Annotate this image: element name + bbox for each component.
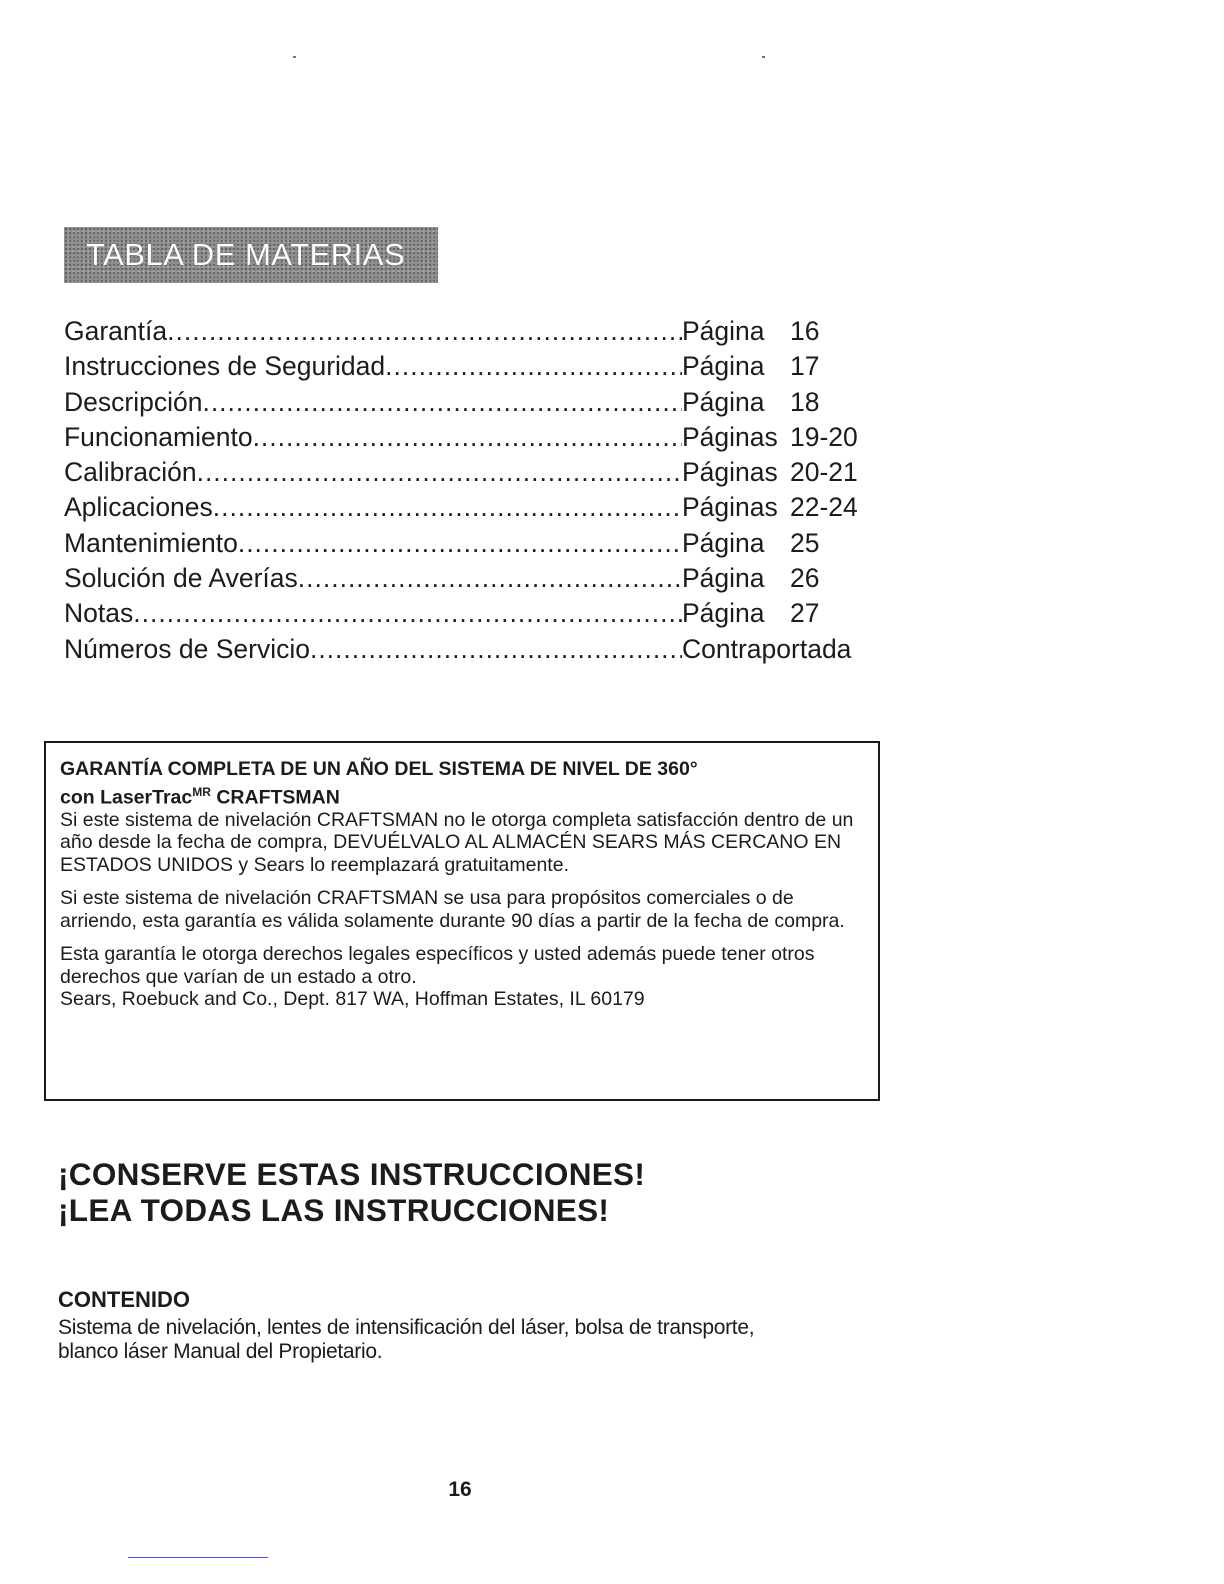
page-label: Contraportada [682, 633, 852, 664]
toc-entry [64, 526, 864, 561]
toc-entry-title: Funcionamiento [64, 421, 253, 452]
dot-leader [298, 561, 682, 596]
toc-entry-title: Notas [64, 598, 134, 629]
page-number-ref: 25 [790, 527, 820, 558]
toc-entry [64, 314, 864, 349]
toc-entry [64, 596, 864, 631]
contents-body: Sistema de nivelación, lentes de intensificación del láser, bolsa de transporte, blanco láser Manual del Propietario. [58, 1316, 755, 1363]
page-number-ref: 26 [790, 563, 820, 594]
warranty-paragraph: Esta garantía le otorga derechos legales específicos y usted además puede tener otros derechos que varían de un estado a otro. [60, 943, 815, 988]
toc-entry-title: Instrucciones de Seguridad [64, 351, 386, 382]
page-label: Páginas [682, 421, 778, 452]
toc-entry-title: Descripción [64, 386, 203, 417]
table-of-contents [64, 314, 864, 667]
toc-entry-title: Aplicaciones [64, 492, 213, 523]
page-number-ref: 16 [790, 316, 820, 346]
toc-entry-title: Calibración [64, 457, 197, 488]
warranty-title-line1: GARANTÍA COMPLETA DE UN AÑO DEL SISTEMA DE NIVEL DE 360° [60, 758, 698, 780]
toc-entry [64, 561, 864, 596]
page-number-ref: 19-20 [790, 421, 858, 452]
toc-entry-page [682, 385, 864, 420]
page-number-ref: 22-24 [790, 492, 858, 523]
toc-entry-page [682, 349, 864, 384]
toc-entry-title: Números de Servicio [64, 633, 310, 664]
warranty-address: Sears, Roebuck and Co., Dept. 817 WA, Hoffman Estates, IL 60179 [60, 988, 645, 1010]
page-number-ref: 18 [790, 386, 820, 417]
toc-entry [64, 455, 864, 490]
page-label: Páginas [682, 457, 778, 488]
dot-leader [310, 632, 682, 667]
dot-leader [197, 455, 682, 490]
headline-line2: ¡LEA TODAS LAS INSTRUCCIONES! [58, 1192, 610, 1228]
headline [58, 1156, 645, 1228]
warranty-title-prefix: con LaserTrac [60, 786, 193, 808]
toc-entry-title: Solución de Averías [64, 563, 298, 594]
scan-artifact-line [128, 1557, 268, 1558]
page-label: Página [682, 316, 765, 346]
scan-speck [762, 56, 765, 58]
warranty-paragraph: Si este sistema de nivelación CRAFTSMAN no le otorga completa satisfacción dentro de un año desde la fecha de compra, DEVUÉLVALO AL ALMACÉN SEARS MÁS CERCANO EN ESTADOS UNIDOS y Sears lo reemplazará gratuitamente. [60, 808, 854, 876]
dot-leader [167, 314, 682, 349]
page-label: Página [682, 351, 765, 382]
page-label: Página [682, 598, 765, 629]
toc-entry-page [682, 314, 864, 349]
toc-entry-page [682, 632, 864, 667]
dot-leader [202, 385, 682, 420]
dot-leader [253, 420, 682, 455]
dot-leader [238, 526, 682, 561]
warranty-title-brand: CRAFTSMAN [210, 786, 340, 808]
toc-entry [64, 632, 864, 667]
warranty-paragraph: Si este sistema de nivelación CRAFTSMAN se usa para propósitos comerciales o de arriendo, esta garantía es válida solamente durante 90 días a partir de la fecha de compra. [60, 887, 845, 932]
toc-entry [64, 420, 864, 455]
page-label: Página [682, 386, 765, 417]
toc-entry-title: Garantía [64, 316, 168, 346]
dot-leader [385, 349, 682, 384]
toc-heading: TABLA DE MATERIAS [64, 227, 438, 283]
page-label: Página [682, 563, 765, 594]
toc-entry [64, 490, 864, 525]
toc-entry-page [682, 420, 864, 455]
page-number-ref: 20-21 [790, 457, 858, 488]
warranty-title [60, 758, 862, 809]
toc-entry-page [682, 455, 864, 490]
toc-entry-page [682, 561, 864, 596]
page-number-ref: 27 [790, 598, 820, 629]
page-number-ref: 17 [790, 351, 820, 382]
scan-speck [293, 56, 296, 58]
contents-title: CONTENIDO [58, 1287, 190, 1312]
warranty-title-line2 [60, 781, 862, 809]
toc-entry-page [682, 526, 864, 561]
page-number: 16 [448, 1478, 472, 1501]
toc-entry-title: Mantenimiento [64, 527, 238, 558]
dot-leader [133, 596, 682, 631]
trademark-superscript: MR [192, 784, 211, 799]
page-label: Páginas [682, 492, 778, 523]
headline-line1: ¡CONSERVE ESTAS INSTRUCCIONES! [58, 1156, 646, 1192]
toc-entry-page [682, 490, 864, 525]
dot-leader [213, 490, 682, 525]
toc-entry-page [682, 596, 864, 631]
page-label: Página [682, 527, 765, 558]
toc-entry [64, 385, 864, 420]
warranty-box [44, 741, 880, 1101]
toc-entry [64, 349, 864, 384]
